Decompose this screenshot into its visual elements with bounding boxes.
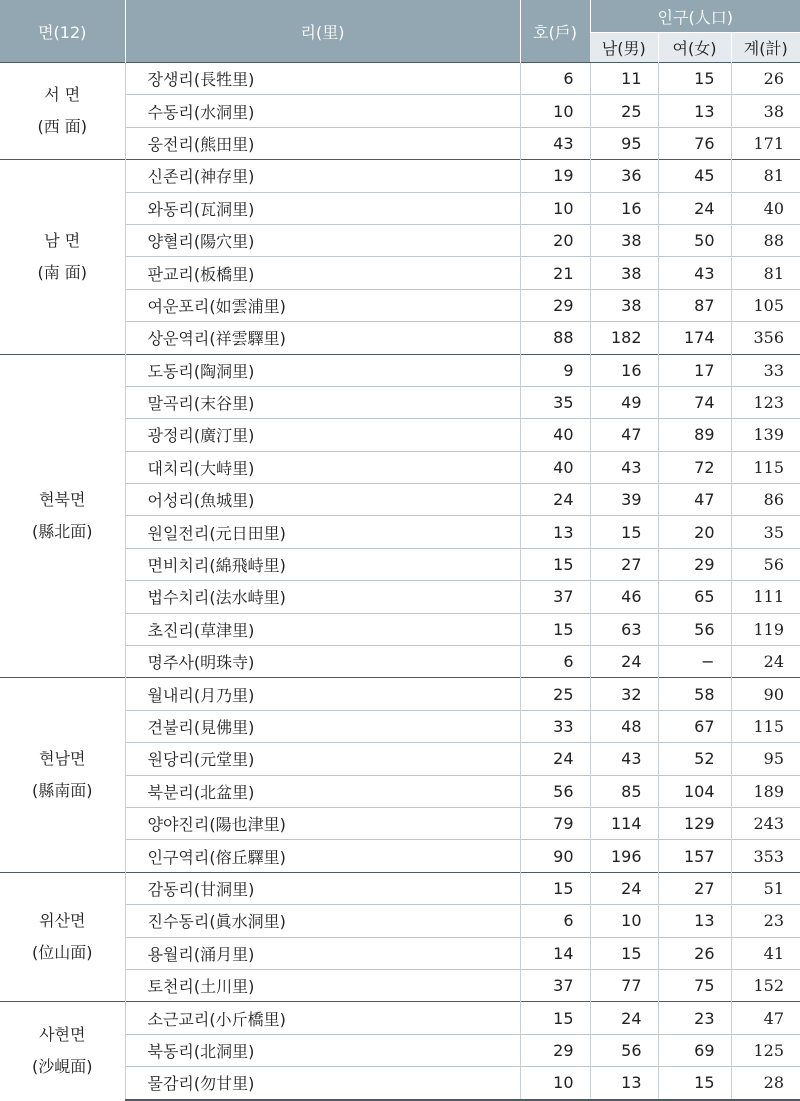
ri-cell: 수동리(水洞里) <box>125 95 520 127</box>
ri-cell: 월내리(月乃里) <box>125 678 520 710</box>
male-cell: 49 <box>590 386 658 418</box>
ho-cell: 29 <box>520 1034 590 1066</box>
female-cell: 87 <box>658 289 731 321</box>
total-cell: 28 <box>731 1067 800 1100</box>
myeon-cell <box>0 678 125 872</box>
total-cell: 139 <box>731 419 800 451</box>
ho-cell: 56 <box>520 775 590 807</box>
header-population: 인구(人口) <box>590 0 800 33</box>
ho-cell: 35 <box>520 386 590 418</box>
total-cell: 26 <box>731 63 800 95</box>
female-cell: 89 <box>658 419 731 451</box>
myeon-name: 서 면 <box>44 85 81 105</box>
female-cell: 50 <box>658 224 731 256</box>
female-cell: 29 <box>658 548 731 580</box>
ri-cell: 여운포리(如雲浦里) <box>125 289 520 321</box>
total-cell: 81 <box>731 257 800 289</box>
ho-cell: 25 <box>520 678 590 710</box>
male-cell: 15 <box>590 516 658 548</box>
female-cell: 15 <box>658 1067 731 1100</box>
male-cell: 39 <box>590 484 658 516</box>
male-cell: 13 <box>590 1067 658 1100</box>
total-cell: 189 <box>731 775 800 807</box>
ho-cell: 15 <box>520 1002 590 1034</box>
table-row <box>0 872 800 904</box>
table-row <box>0 160 800 192</box>
ho-cell: 6 <box>520 646 590 678</box>
ri-cell: 장생리(長牲里) <box>125 63 520 95</box>
ri-cell: 도동리(陶洞里) <box>125 354 520 386</box>
ri-cell: 초진리(草津里) <box>125 613 520 645</box>
myeon-hanja: (南 面) <box>37 262 88 282</box>
total-cell: 90 <box>731 678 800 710</box>
ri-cell: 말곡리(末谷里) <box>125 386 520 418</box>
ri-cell: 용월리(涌月里) <box>125 937 520 969</box>
male-cell: 77 <box>590 969 658 1001</box>
total-cell: 51 <box>731 872 800 904</box>
female-cell: 75 <box>658 969 731 1001</box>
female-cell: 15 <box>658 63 731 95</box>
male-cell: 182 <box>590 322 658 354</box>
ho-cell: 15 <box>520 613 590 645</box>
ri-cell: 대치리(大峙里) <box>125 451 520 483</box>
female-cell: 65 <box>658 581 731 613</box>
ho-cell: 37 <box>520 969 590 1001</box>
female-cell: 76 <box>658 127 731 159</box>
total-cell: 41 <box>731 937 800 969</box>
table-row <box>0 63 800 95</box>
total-cell: 47 <box>731 1002 800 1034</box>
female-cell: 129 <box>658 807 731 839</box>
ho-cell: 29 <box>520 289 590 321</box>
header-myeon: 면(12) <box>0 0 125 63</box>
total-cell: 23 <box>731 905 800 937</box>
header-ri: 리(里) <box>125 0 520 63</box>
ri-cell: 원당리(元堂里) <box>125 743 520 775</box>
ri-cell: 견불리(見佛里) <box>125 710 520 742</box>
female-cell: 43 <box>658 257 731 289</box>
female-cell: 26 <box>658 937 731 969</box>
header-ho: 호(戶) <box>520 0 590 63</box>
female-cell: 45 <box>658 160 731 192</box>
total-cell: 243 <box>731 807 800 839</box>
myeon-name: 현남면 <box>39 749 86 769</box>
ri-cell: 신존리(神存里) <box>125 160 520 192</box>
male-cell: 63 <box>590 613 658 645</box>
male-cell: 56 <box>590 1034 658 1066</box>
myeon-hanja: (縣北面) <box>32 521 93 541</box>
total-cell: 115 <box>731 451 800 483</box>
total-cell: 171 <box>731 127 800 159</box>
total-cell: 152 <box>731 969 800 1001</box>
ri-cell: 법수치리(法水峙里) <box>125 581 520 613</box>
ri-cell: 양혈리(陽穴里) <box>125 224 520 256</box>
ri-cell: 북동리(北洞里) <box>125 1034 520 1066</box>
ri-cell: 웅전리(熊田里) <box>125 127 520 159</box>
ho-cell: 24 <box>520 484 590 516</box>
ho-cell: 15 <box>520 872 590 904</box>
male-cell: 24 <box>590 646 658 678</box>
ri-cell: 원일전리(元日田里) <box>125 516 520 548</box>
female-cell: − <box>658 646 731 678</box>
total-cell: 33 <box>731 354 800 386</box>
ho-cell: 90 <box>520 840 590 872</box>
total-cell: 24 <box>731 646 800 678</box>
myeon-name: 사현면 <box>39 1024 86 1044</box>
total-cell: 35 <box>731 516 800 548</box>
myeon-hanja: (沙峴面) <box>32 1056 93 1076</box>
ho-cell: 10 <box>520 1067 590 1100</box>
female-cell: 24 <box>658 192 731 224</box>
myeon-cell <box>0 872 125 1002</box>
ho-cell: 10 <box>520 95 590 127</box>
male-cell: 38 <box>590 289 658 321</box>
male-cell: 36 <box>590 160 658 192</box>
male-cell: 11 <box>590 63 658 95</box>
myeon-cell <box>0 1002 125 1100</box>
myeon-name: 남 면 <box>44 230 81 250</box>
female-cell: 13 <box>658 95 731 127</box>
table-header <box>0 0 800 63</box>
table-row <box>0 1002 800 1034</box>
ho-cell: 43 <box>520 127 590 159</box>
ho-cell: 6 <box>520 63 590 95</box>
male-cell: 27 <box>590 548 658 580</box>
male-cell: 114 <box>590 807 658 839</box>
female-cell: 20 <box>658 516 731 548</box>
total-cell: 88 <box>731 224 800 256</box>
female-cell: 72 <box>658 451 731 483</box>
ho-cell: 19 <box>520 160 590 192</box>
table-row <box>0 678 800 710</box>
total-cell: 95 <box>731 743 800 775</box>
total-cell: 40 <box>731 192 800 224</box>
male-cell: 95 <box>590 127 658 159</box>
female-cell: 74 <box>658 386 731 418</box>
male-cell: 43 <box>590 451 658 483</box>
total-cell: 125 <box>731 1034 800 1066</box>
female-cell: 69 <box>658 1034 731 1066</box>
total-cell: 356 <box>731 322 800 354</box>
myeon-name: 위산면 <box>39 911 86 931</box>
female-cell: 104 <box>658 775 731 807</box>
total-cell: 123 <box>731 386 800 418</box>
male-cell: 38 <box>590 224 658 256</box>
ho-cell: 15 <box>520 548 590 580</box>
total-cell: 353 <box>731 840 800 872</box>
ho-cell: 79 <box>520 807 590 839</box>
ho-cell: 40 <box>520 419 590 451</box>
ho-cell: 20 <box>520 224 590 256</box>
ho-cell: 14 <box>520 937 590 969</box>
male-cell: 24 <box>590 872 658 904</box>
female-cell: 47 <box>658 484 731 516</box>
header-total: 계(計) <box>731 33 800 63</box>
ri-cell: 면비치리(綿飛峙里) <box>125 548 520 580</box>
ho-cell: 13 <box>520 516 590 548</box>
table-body <box>0 63 800 1100</box>
ri-cell: 와동리(瓦洞里) <box>125 192 520 224</box>
female-cell: 17 <box>658 354 731 386</box>
ri-cell: 명주사(明珠寺) <box>125 646 520 678</box>
ri-cell: 북분리(北盆里) <box>125 775 520 807</box>
ri-cell: 물감리(勿甘里) <box>125 1067 520 1100</box>
total-cell: 81 <box>731 160 800 192</box>
ho-cell: 10 <box>520 192 590 224</box>
female-cell: 58 <box>658 678 731 710</box>
female-cell: 52 <box>658 743 731 775</box>
total-cell: 115 <box>731 710 800 742</box>
myeon-hanja: (縣南面) <box>32 781 93 801</box>
female-cell: 174 <box>658 322 731 354</box>
female-cell: 13 <box>658 905 731 937</box>
ho-cell: 37 <box>520 581 590 613</box>
male-cell: 16 <box>590 354 658 386</box>
total-cell: 56 <box>731 548 800 580</box>
ri-cell: 소근교리(小斤橋里) <box>125 1002 520 1034</box>
ri-cell: 감동리(甘洞里) <box>125 872 520 904</box>
female-cell: 157 <box>658 840 731 872</box>
ri-cell: 판교리(板橋里) <box>125 257 520 289</box>
female-cell: 27 <box>658 872 731 904</box>
ri-cell: 어성리(魚城里) <box>125 484 520 516</box>
male-cell: 15 <box>590 937 658 969</box>
male-cell: 43 <box>590 743 658 775</box>
male-cell: 24 <box>590 1002 658 1034</box>
male-cell: 196 <box>590 840 658 872</box>
myeon-hanja: (西 面) <box>37 117 88 137</box>
male-cell: 38 <box>590 257 658 289</box>
ri-cell: 인구역리(傛丘驛里) <box>125 840 520 872</box>
ri-cell: 양야진리(陽也津里) <box>125 807 520 839</box>
male-cell: 25 <box>590 95 658 127</box>
female-cell: 67 <box>658 710 731 742</box>
header-female: 여(女) <box>658 33 731 63</box>
ri-cell: 토천리(土川里) <box>125 969 520 1001</box>
myeon-hanja: (位山面) <box>32 943 93 963</box>
ri-cell: 진수동리(眞水洞里) <box>125 905 520 937</box>
table-row <box>0 354 800 386</box>
ho-cell: 21 <box>520 257 590 289</box>
header-male: 남(男) <box>590 33 658 63</box>
male-cell: 47 <box>590 419 658 451</box>
female-cell: 23 <box>658 1002 731 1034</box>
total-cell: 111 <box>731 581 800 613</box>
myeon-cell <box>0 160 125 354</box>
total-cell: 119 <box>731 613 800 645</box>
myeon-name: 현북면 <box>39 489 86 509</box>
ho-cell: 88 <box>520 322 590 354</box>
ri-cell: 상운역리(祥雲驛里) <box>125 322 520 354</box>
male-cell: 32 <box>590 678 658 710</box>
total-cell: 38 <box>731 95 800 127</box>
male-cell: 48 <box>590 710 658 742</box>
ho-cell: 6 <box>520 905 590 937</box>
total-cell: 105 <box>731 289 800 321</box>
myeon-cell <box>0 354 125 678</box>
ho-cell: 40 <box>520 451 590 483</box>
total-cell: 86 <box>731 484 800 516</box>
male-cell: 10 <box>590 905 658 937</box>
ho-cell: 33 <box>520 710 590 742</box>
male-cell: 46 <box>590 581 658 613</box>
myeon-cell <box>0 63 125 160</box>
male-cell: 16 <box>590 192 658 224</box>
ri-cell: 광정리(廣汀里) <box>125 419 520 451</box>
ho-cell: 9 <box>520 354 590 386</box>
ho-cell: 24 <box>520 743 590 775</box>
male-cell: 85 <box>590 775 658 807</box>
female-cell: 56 <box>658 613 731 645</box>
